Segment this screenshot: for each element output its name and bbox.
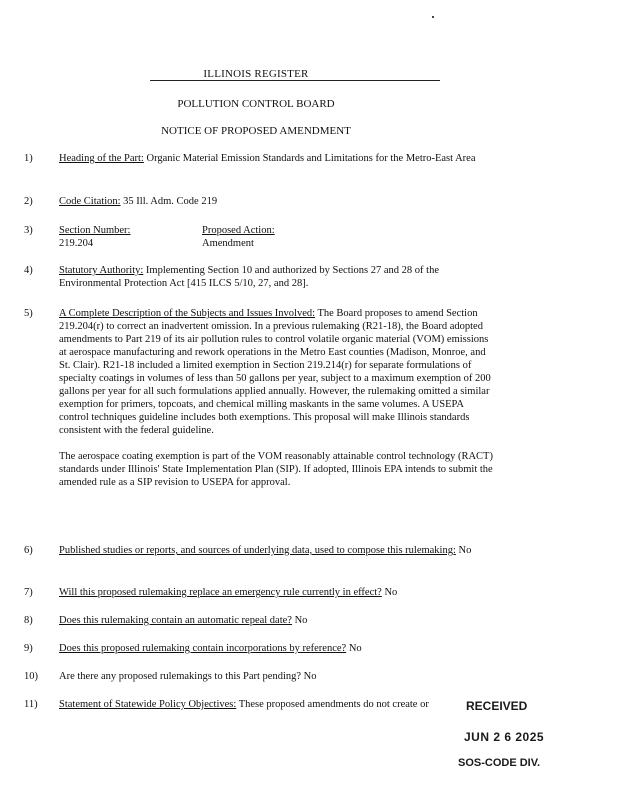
item-label: A Complete Description of the Subjects and Issues Involved:: [59, 308, 316, 319]
header-rule: [150, 80, 440, 81]
item-label: Code Citation:: [59, 196, 121, 207]
item-number: 10): [24, 671, 38, 682]
received-stamp-label: RECEIVED: [466, 699, 528, 713]
register-title: ILLINOIS REGISTER: [203, 68, 309, 80]
received-stamp-date: JUN 2 6 2025: [464, 730, 545, 744]
item-text: No: [381, 587, 398, 598]
item-text: No: [291, 615, 308, 626]
section-number-value: 219.204: [59, 238, 94, 249]
item-number: 7): [24, 587, 33, 598]
board-title: POLLUTION CONTROL BOARD: [177, 98, 335, 110]
item-number: 3): [24, 225, 33, 236]
item-label: Statutory Authority:: [59, 265, 144, 276]
proposed-action-value: Amendment: [202, 238, 254, 249]
item-text: No: [455, 545, 472, 556]
item-label: Heading of the Part:: [59, 153, 144, 164]
item-label: Does this proposed rulemaking contain incorporations by reference?: [59, 643, 347, 654]
item-text: No: [346, 643, 362, 654]
item-text: These proposed amendments do not create or: [236, 699, 429, 710]
item-text: Organic Material Emission Standards and Limitations for the Metro-East Area: [143, 153, 476, 164]
item-paragraph-2: The aerospace coating exemption is part of the VOM reasonably attainable control technology (RACT) standards under Illinois' State Implementation Plan (SIP). If adopted, Illinois EPA intends to submit the amended rule as a SIP revision to USEPA for approval.: [59, 451, 493, 488]
notice-title: NOTICE OF PROPOSED AMENDMENT: [161, 125, 351, 137]
item-number: 4): [24, 265, 33, 276]
item-text: Are there any proposed rulemakings to this Part pending? No: [59, 671, 317, 682]
section-number-label: Section Number:: [59, 225, 131, 236]
scan-speck: [432, 16, 434, 18]
item-number: 9): [24, 643, 33, 654]
received-stamp-division: SOS-CODE DIV.: [458, 757, 541, 769]
item-label: Statement of Statewide Policy Objectives:: [59, 699, 237, 710]
item-text: 35 Ill. Adm. Code 219: [120, 196, 218, 207]
item-number: 1): [24, 153, 33, 164]
item-label: Does this rulemaking contain an automatic repeal date?: [59, 615, 292, 626]
item-number: 8): [24, 615, 33, 626]
item-number: 2): [24, 196, 33, 207]
item-label: Will this proposed rulemaking replace an emergency rule currently in effect?: [59, 587, 382, 598]
item-label: Published studies or reports, and sources of underlying data, used to compose this rulemaking:: [59, 545, 456, 556]
item-text: Implementing Section 10 and authorized by Sections 27 and 28 of the Environmental Protection Act [415 ILCS 5/10, 27, and 28].: [59, 265, 439, 289]
item-number: 5): [24, 308, 33, 319]
item-text: The Board proposes to amend Section 219.204(r) to correct an inadvertent omission. In a previous rulemaking (R21-18), the Board adopted amendments to Part 219 of its air pollution rules to control volatile organic material (VOM) emissions at aerospace manufacturing and rework operations in the Metro East counties (Madison, Monroe, and St. Clair). R21-18 included a limited exemption in Section 219.214(r) for separate formulations of specialty coatings in volumes of less than 50 gallons per year, subject to a maximum exemption of 200 gallons per year for all such formulations applied annually. However, the rulemaking omitted a similar exemption for primers, topcoats, and chemical milling maskants in the same volumes. A USEPA control techniques guideline includes both exemptions. This proposal will make Illinois standards consistent with the federal guideline.: [59, 308, 491, 436]
item-number: 11): [24, 699, 38, 710]
item-number: 6): [24, 545, 33, 556]
proposed-action-label: Proposed Action:: [202, 225, 275, 236]
